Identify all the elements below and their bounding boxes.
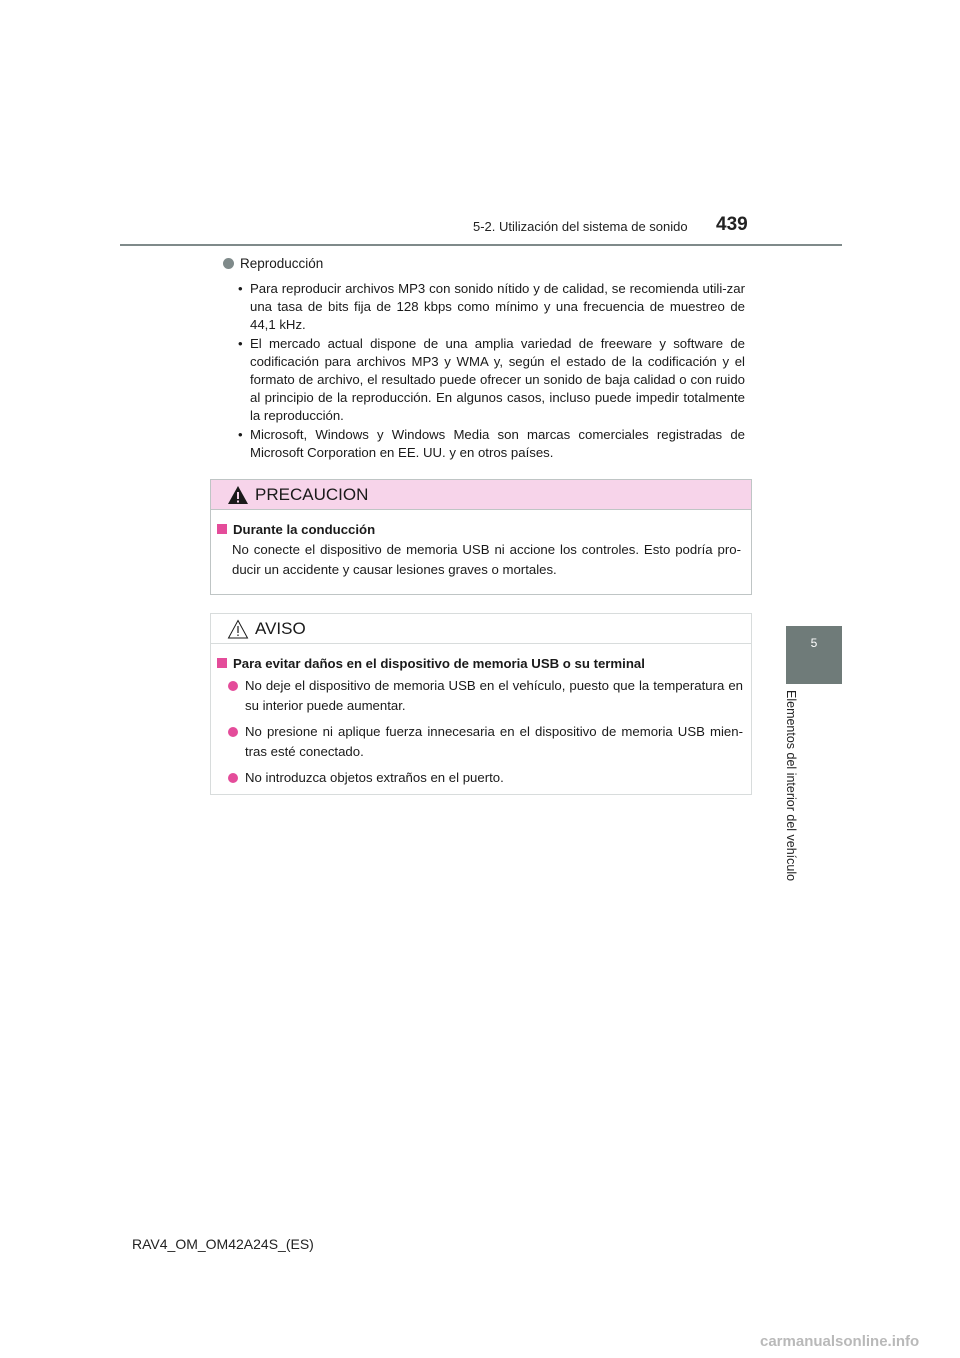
- list-item: • Microsoft, Windows y Windows Media son marcas comerciales registradas de Microsoft Corporation en EE. UU. y en otros países.: [238, 426, 745, 460]
- precaucion-body: [211, 510, 751, 580]
- page-header-section: 5-2. Utilización del sistema de sonido: [473, 219, 688, 234]
- warning-triangle-icon: [227, 485, 249, 505]
- bullet-point-icon: •: [238, 281, 243, 296]
- bullet-point-icon: •: [238, 335, 243, 351]
- pink-dot-icon: [228, 681, 238, 691]
- reproduccion-section: [211, 252, 751, 462]
- bullet-dot-icon: [223, 258, 234, 269]
- reproduccion-heading: [211, 252, 751, 274]
- list-item: • El mercado actual dispone de una amplia variedad de freeware y software de codificación para archivos MP3 y WMA y, según el estado de la codificación y el formato de archivo, el resultado puede ofrecer un sonido de baja calidad o con ruido al principio de la reproducción. En algunos casos, incluso puede impedir totalmente la reproducción.: [238, 335, 745, 424]
- aviso-title: AVISO: [255, 618, 306, 638]
- aviso-item: No introduzca objetos extraños en el puerto.: [245, 768, 743, 788]
- pink-square-icon: [217, 658, 227, 668]
- aviso-item: No presione ni aplique fuerza innecesaria en el dispositivo de memoria USB mien-tras esté conectado.: [245, 722, 743, 762]
- aviso-header: [211, 614, 751, 644]
- aviso-body: [211, 644, 751, 788]
- precaucion-title: PRECAUCION: [255, 484, 369, 504]
- warning-triangle-outline-icon: [227, 619, 249, 639]
- side-tab-label: Elementos del interior del vehículo: [784, 690, 798, 882]
- precaucion-text: No conecte el dispositivo de memoria USB ni accione los controles. Esto podría pro-ducir un accidente y causar lesiones graves o mortales.: [232, 542, 741, 577]
- pink-dot-icon: [228, 773, 238, 783]
- aviso-box: [210, 613, 752, 795]
- footer-code: RAV4_OM_OM42A24S_(ES): [132, 1236, 314, 1252]
- precaucion-header: [211, 480, 751, 510]
- aviso-subheading: Para evitar daños en el dispositivo de memoria USB o su terminal: [217, 654, 751, 672]
- reproduccion-heading-text: Reproducción: [240, 255, 324, 271]
- pink-dot-icon: [228, 727, 238, 737]
- precaucion-box: [210, 479, 752, 595]
- side-tab-number: 5: [810, 636, 818, 650]
- aviso-item: No deje el dispositivo de memoria USB en el vehículo, puesto que la temperatura en su interior puede aumentar.: [245, 676, 743, 716]
- side-tab: [786, 626, 842, 684]
- page-number: 439: [716, 214, 748, 235]
- pink-square-icon: [217, 524, 227, 534]
- header-rule: [120, 244, 842, 246]
- list-item: • Para reproducir archivos MP3 con sonido nítido y de calidad, se recomienda utili-zar una tasa de bits fija de 128 kbps como mínimo y una frecuencia de muestreo de 44,1 kHz.: [238, 281, 745, 333]
- precaucion-subheading: Durante la conducción: [217, 520, 751, 538]
- reproduccion-list: [211, 280, 751, 462]
- bullet-point-icon: •: [238, 426, 243, 442]
- watermark: carmanualsonline.info: [760, 1333, 920, 1350]
